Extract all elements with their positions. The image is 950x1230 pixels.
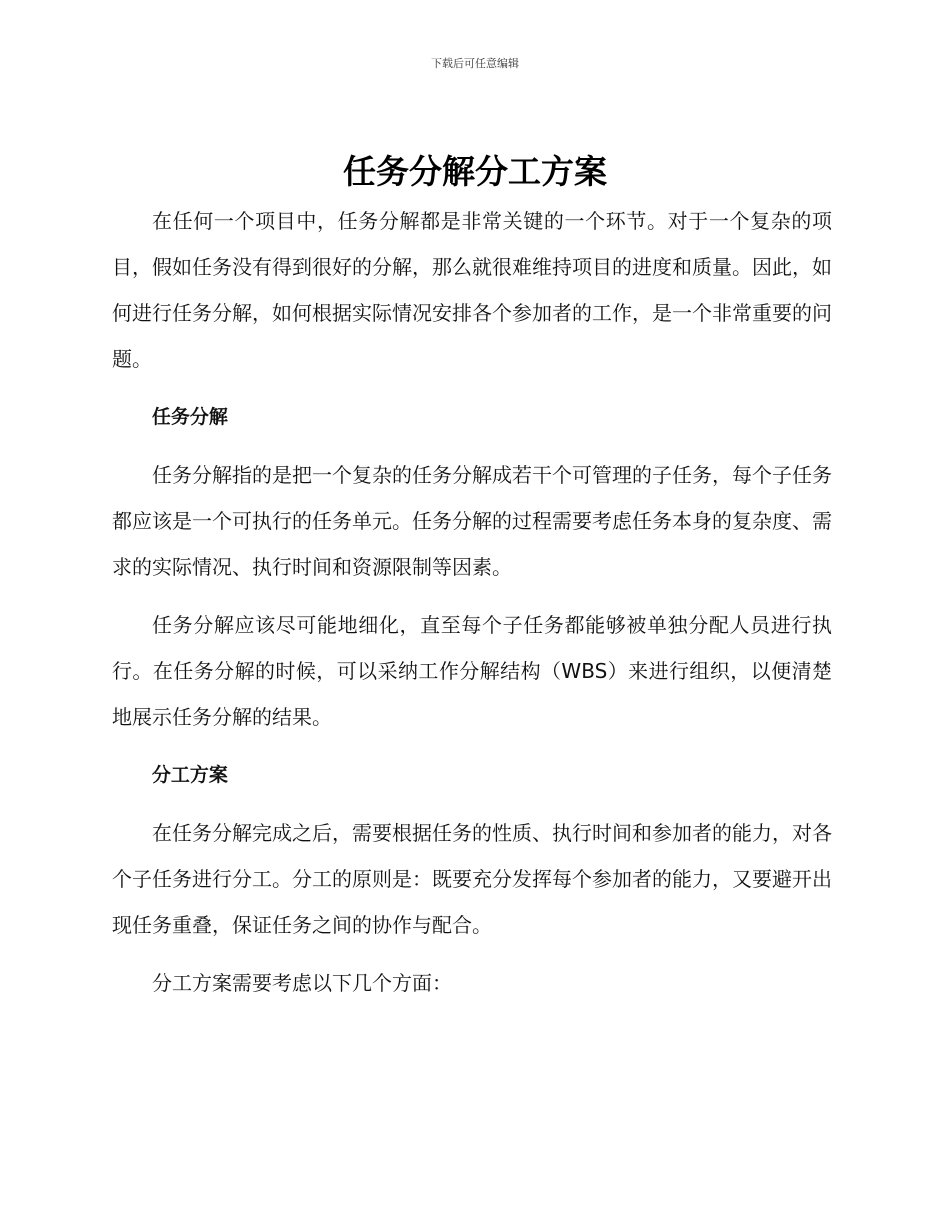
section-heading-division-plan: 分工方案 <box>151 764 228 786</box>
intro-paragraph: 在任何一个项目中，任务分解都是非常关键的一个环节。对于一个复杂的项目，假如任务没有得到很好的分解，那么就很难维持项目的进度和质量。因此，如何进行任务分解，如何根据实际情况安排各个参加者的工作，是一个非常重要的问题。 <box>112 209 832 371</box>
division-plan-paragraph-2: 分工方案需要考虑以下几个方面： <box>152 971 452 995</box>
document-body <box>112 198 832 1018</box>
document-title: 任务分解分工方案 <box>343 152 607 191</box>
division-plan-paragraph-1: 在任务分解完成之后，需要根据任务的性质、执行时间和参加者的能力，对各个子任务进行分工。分工的原则是：既要充分发挥每个参加者的能力，又要避开出现任务重叠，保证任务之间的协作与配合。 <box>112 821 832 937</box>
header-note: 下载后可任意编辑 <box>431 57 519 70</box>
section-heading-task-decomposition: 任务分解 <box>151 406 228 428</box>
task-decomposition-paragraph-2: 任务分解应该尽可能地细化，直至每个子任务都能够被单独分配人员进行执行。在任务分解的时候，可以采纳工作分解结构（WBS）来进行组织，以便清楚地展示任务分解的结果。 <box>112 613 832 729</box>
task-decomposition-paragraph-1: 任务分解指的是把一个复杂的任务分解成若干个可管理的子任务，每个子任务都应该是一个可执行的任务单元。任务分解的过程需要考虑任务本身的复杂度、需求的实际情况、执行时间和资源限制等因素。 <box>112 463 832 579</box>
